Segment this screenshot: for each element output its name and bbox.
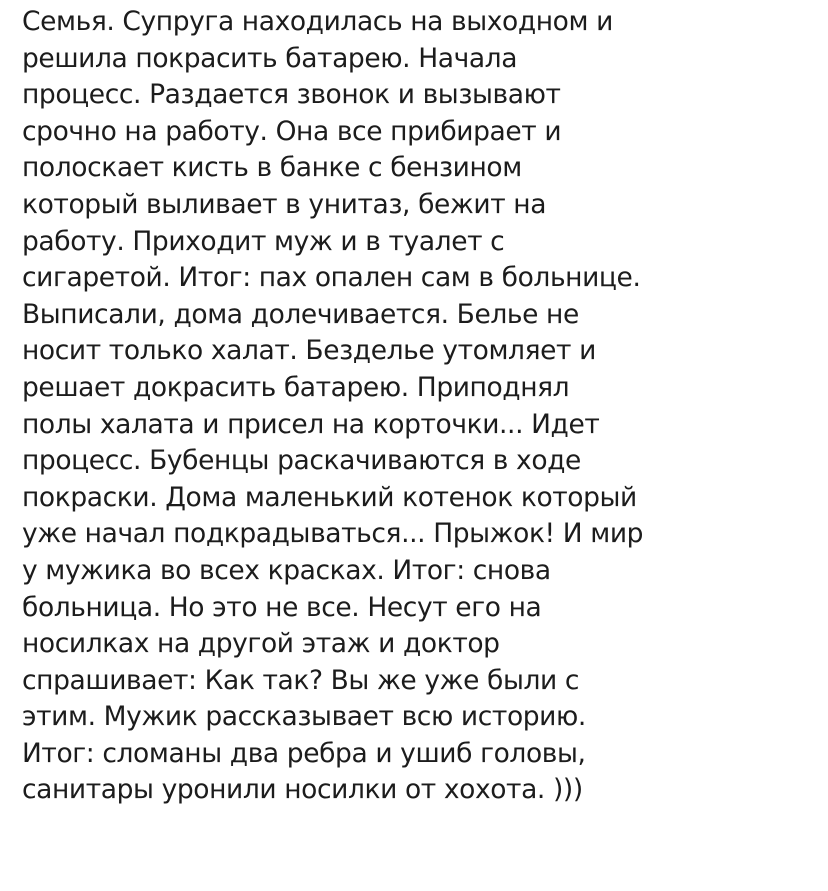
text-line-17: больница. Но это не все. Несут его на	[22, 591, 542, 623]
text-line-2: решила покрасить батарею. Начала	[22, 42, 518, 74]
text-line-5: полоскает кисть в банке с бензином	[22, 152, 522, 184]
text-line-6: который выливает в унитаз, бежит на	[22, 188, 547, 220]
text-line-13: процесс. Бубенцы раскачиваются в ходе	[22, 445, 581, 477]
text-line-14: покраски. Дома маленький котенок который	[22, 481, 637, 513]
text-line-22: санитары уронили носилки от хохота. )))	[22, 774, 583, 806]
text-line-9: Выписали, дома долечивается. Белье не	[22, 298, 579, 330]
text-line-4: срочно на работу. Она все прибирает и	[22, 115, 562, 147]
story-text	[22, 4, 822, 809]
text-line-1: Семья. Супруга находилась на выходном и	[22, 6, 613, 37]
text-line-3: процесс. Раздается звонок и вызывают	[22, 79, 561, 111]
text-line-11: решает докрасить батарею. Приподнял	[22, 371, 570, 403]
text-line-8: сигаретой. Итог: пах опален сам в больнице.	[22, 262, 641, 294]
text-line-20: этим. Мужик рассказывает всю историю.	[22, 701, 586, 733]
text-line-10: носит только халат. Безделье утомляет и	[22, 335, 596, 367]
text-line-19: спрашивает: Как так? Вы же уже были с	[22, 664, 580, 696]
text-line-7: работу. Приходит муж и в туалет с	[22, 225, 505, 257]
text-line-18: носилках на другой этаж и доктор	[22, 628, 500, 660]
text-line-16: у мужика во всех красках. Итог: снова	[22, 554, 551, 586]
text-line-21: Итог: сломаны два ребра и ушиб головы,	[22, 737, 586, 769]
text-line-15: уже начал подкрадываться... Прыжок! И мир	[22, 518, 644, 550]
text-line-12: полы халата и присел на корточки... Идет	[22, 408, 600, 440]
